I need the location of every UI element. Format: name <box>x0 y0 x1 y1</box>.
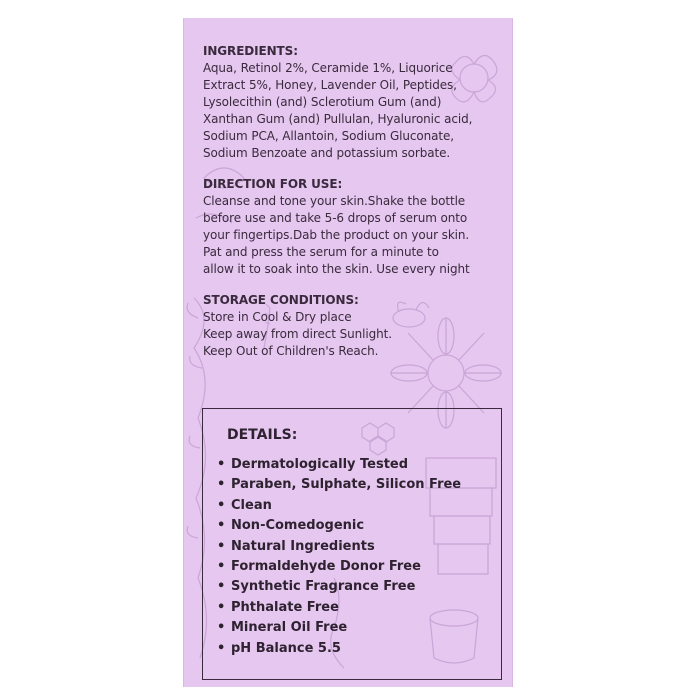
storage-line: Keep Out of Children's Reach. <box>203 344 379 358</box>
ingredients-text <box>203 60 508 162</box>
bullet-icon: • <box>217 457 226 472</box>
details-item: • Formaldehyde Donor Free <box>217 557 461 577</box>
details-item: • Phthalate Free <box>217 598 461 618</box>
details-item: • Dermatologically Tested <box>217 455 461 475</box>
bullet-icon: • <box>217 538 226 554</box>
ingredients-line: Sodium Benzoate and potassium sorbate. <box>203 146 451 160</box>
details-list <box>217 455 461 659</box>
directions-line: Pat and press the serum for a minute to <box>203 245 439 259</box>
bullet-icon: • <box>217 620 226 636</box>
directions-line: Cleanse and tone your skin.Shake the bottle <box>203 194 466 208</box>
directions-heading: DIRECTION FOR USE: <box>203 177 343 191</box>
bullet-icon: • <box>217 477 226 493</box>
directions-line: before use and take 5-6 drops of serum onto <box>203 211 468 225</box>
bullet-icon: • <box>217 640 226 656</box>
storage-line: Keep away from direct Sunlight. <box>203 327 392 341</box>
details-item: • Natural Ingredients <box>217 537 461 557</box>
details-item: • Paraben, Sulphate, Silicon Free <box>217 475 461 495</box>
storage-text <box>203 309 508 360</box>
details-item: • Mineral Oil Free <box>217 618 461 638</box>
storage-heading: STORAGE CONDITIONS: <box>203 293 359 307</box>
ingredients-line: Extract 5%, Honey, Lavender Oil, Peptides, <box>203 78 457 92</box>
details-heading: DETAILS: <box>227 427 298 443</box>
ingredients-line: Xanthan Gum (and) Pullulan, Hyaluronic acid, <box>203 112 473 126</box>
ingredients-line: Sodium PCA, Allantoin, Sodium Gluconate, <box>203 129 454 143</box>
details-item: • Non-Comedogenic <box>217 516 461 536</box>
storage-line: Store in Cool & Dry place <box>203 310 352 324</box>
directions-line: allow it to soak into the skin. Use every night <box>203 262 470 276</box>
label-text-content <box>203 43 508 360</box>
directions-line: your fingertips.Dab the product on your skin. <box>203 228 470 242</box>
details-item: • pH Balance 5.5 <box>217 639 461 659</box>
product-label-panel <box>183 18 513 687</box>
details-box <box>202 408 502 680</box>
bullet-icon: • <box>217 518 226 534</box>
bullet-icon: • <box>217 559 226 575</box>
bullet-icon: • <box>217 599 226 615</box>
details-item: • Synthetic Fragrance Free <box>217 577 461 597</box>
bullet-icon: • <box>217 497 226 513</box>
bullet-icon: • <box>217 579 226 595</box>
ingredients-line: Aqua, Retinol 2%, Ceramide 1%, Liquorice <box>203 61 453 75</box>
details-item: • Clean <box>217 496 461 516</box>
ingredients-line: Lysolecithin (and) Sclerotium Gum (and) <box>203 95 442 109</box>
ingredients-heading: INGREDIENTS: <box>203 44 298 58</box>
directions-text <box>203 193 508 278</box>
